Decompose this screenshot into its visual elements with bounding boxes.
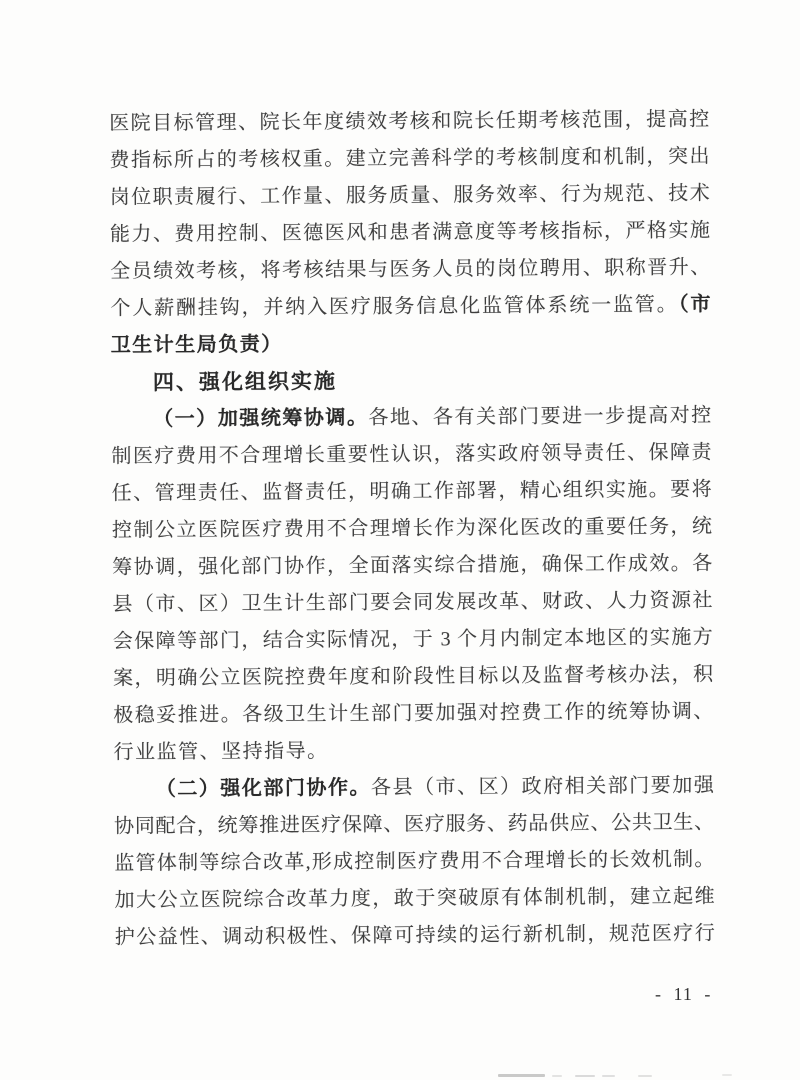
text-line [113, 693, 713, 734]
text-line [109, 138, 709, 179]
body-text: 全员绩效考核，将考核结果与医务人员的岗位聘用、职称晋升、 [110, 256, 711, 283]
body-text: 加大公立医院综合改革力度，敢于突破原有体制机制，建立起维 [114, 885, 715, 912]
text-line [112, 545, 712, 586]
page-number: - 11 - [655, 984, 712, 1004]
body-text: 县（市、区）卫生计生部门要会同发展改革、财政、人力资源社 [112, 589, 713, 616]
body-text: 行业监管、坚持指导。 [113, 740, 329, 764]
body-text: 会保障等部门，结合实际情况，于 3 个月内制定本地区的实施方 [112, 626, 713, 653]
body-text: 岗位职责履行、工作量、服务质量、服务效率、行为规范、技术 [109, 182, 710, 209]
text-line [110, 286, 710, 327]
body-text: 能力、费用控制、医德医风和患者满意度等考核指标，严格实施 [109, 219, 710, 246]
body-text: 制医疗费用不合理增长重要性认识，落实政府领导责任、保障责 [111, 441, 712, 468]
text-line [111, 434, 711, 475]
text-line [114, 841, 714, 882]
scan-artifact [498, 1074, 545, 1077]
text-line [113, 619, 713, 660]
body-text: 各县（市、区）政府相关部门要加强 [370, 774, 714, 799]
bold-text: （一）加强统筹协调。 [153, 406, 369, 431]
text-line [114, 767, 714, 808]
text-line [110, 175, 710, 216]
body-text: 协同配合，统筹推进医疗保障、医疗服务、药品供应、公共卫生、 [113, 811, 715, 838]
scan-artifact [602, 1075, 615, 1077]
body-text: 案，明确公立医院控费年度和阶段性目标以及监督考核办法，积 [112, 663, 714, 690]
text-block [109, 101, 715, 956]
text-line [114, 804, 714, 845]
text-line [109, 101, 709, 142]
text-line [112, 508, 712, 549]
text-line [113, 656, 713, 697]
text-line [111, 397, 711, 438]
body-text: 任、管理责任、监督责任，明确工作部署，精心组织实施。要将 [111, 478, 712, 505]
body-text: 各地、各有关部门要进一步提高对控 [368, 404, 712, 429]
bold-text: 四、强化组织实施 [152, 370, 338, 395]
text-line [113, 730, 713, 771]
body-text: 护公益性、调动积极性、保障可持续的运行新机制，规范医疗行 [114, 922, 715, 949]
scan-artifact [552, 1075, 562, 1077]
text-line [111, 323, 711, 364]
scan-artifact [722, 1074, 732, 1076]
text-line [115, 915, 715, 956]
body-text: 监管体制等综合改革,形成控制医疗费用不合理增长的长效机制。 [114, 848, 715, 875]
scan-artifact [575, 1075, 595, 1077]
body-text: 医院目标管理、院长年度绩效考核和院长任期考核范围，提高控 [109, 108, 710, 135]
bold-text: 卫生计生局负责） [110, 333, 283, 357]
bold-text: （市 [678, 293, 711, 316]
text-line [114, 878, 714, 919]
body-text: 筹协调，强化部门协作，全面落实综合措施，确保工作成效。各 [112, 552, 713, 579]
text-line [110, 212, 710, 253]
section-heading [111, 360, 711, 401]
body-text: 费指标所占的考核权重。建立完善科学的考核制度和机制，突出 [109, 145, 710, 172]
body-text: 个人薪酬挂钩，并纳入医疗服务信息化监管体系统一监管。 [110, 293, 679, 320]
text-line [112, 582, 712, 623]
text-line [112, 471, 712, 512]
body-text: 极稳妥推进。各级卫生计生部门要加强对控费工作的统筹协调、 [113, 700, 714, 727]
text-line [110, 249, 710, 290]
bold-text: （二）强化部门协作。 [155, 776, 372, 801]
body-text: 控制公立医院医疗费用不合理增长作为深化医改的重要任务，统 [111, 515, 713, 542]
scan-artifact [638, 1075, 652, 1077]
